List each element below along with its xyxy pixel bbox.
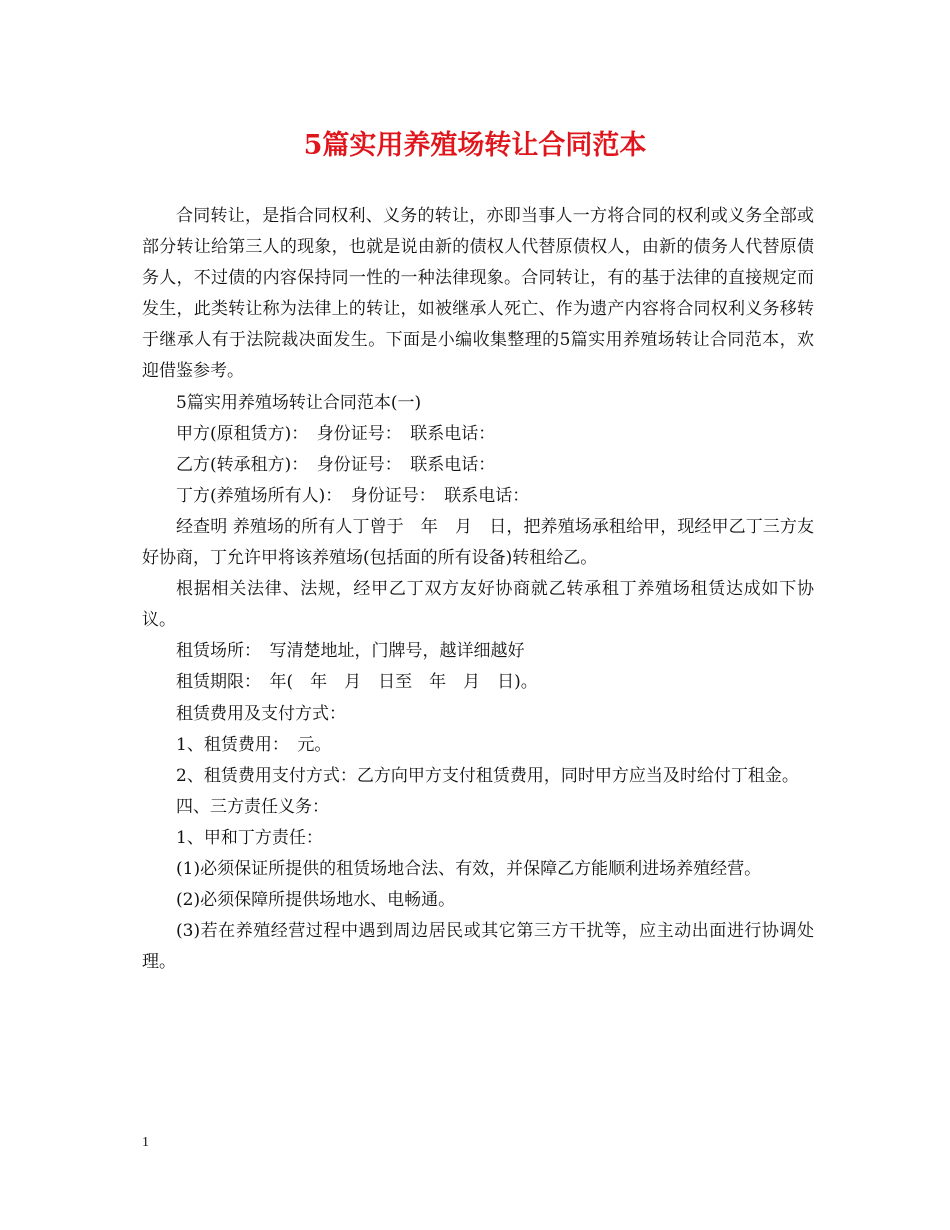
document-title: 5篇实用养殖场转让合同范本 bbox=[303, 130, 647, 161]
obligations-heading: 四、三方责任义务： bbox=[176, 796, 329, 817]
obligation-item-3: (3)若在养殖经营过程中遇到周边居民或其它第三方干扰等，应主动出面进行协调处理。 bbox=[142, 921, 814, 973]
lease-fee-line: 1、租赁费用： 元。 bbox=[176, 734, 332, 755]
page-number: 1 bbox=[142, 1135, 149, 1150]
lease-fee-heading: 租赁费用及支付方式： bbox=[176, 703, 346, 724]
intro-paragraph: 合同转让，是指合同权利、义务的转让，亦即当事人一方将合同的权利或义务全部或部分转让给第三人的现象，也就是说由新的债权人代替原债权人，由新的债务人代替原债务人，不过债的内容保持同一性的一种法律现象。合同转让，有的基于法律的直接规定而发生，此类转让称为法律上的转让，如被继承人死亡、作为遗产内容将合同权利义务移转于继承人有于法院裁决面发生。下面是小编收集整理的5篇实用养殖场转让合同范本，欢迎借鉴参考。 bbox=[142, 206, 814, 382]
section-heading: 5篇实用养殖场转让合同范本(一) bbox=[176, 392, 422, 413]
obligation-item-2: (2)必须保障所提供场地水、电畅通。 bbox=[176, 890, 456, 911]
obligations-subheading: 1、甲和丁方责任： bbox=[176, 827, 323, 848]
agreement-paragraph: 根据相关法律、法规，经甲乙丁双方友好协商就乙转承租丁养殖场租赁达成如下协议。 bbox=[142, 579, 814, 631]
obligation-item-1: (1)必须保证所提供的租赁场地合法、有效，并保障乙方能顺利进场养殖经营。 bbox=[176, 858, 762, 879]
lease-term-line: 租赁期限： 年( 年 月 日至 年 月 日)。 bbox=[176, 672, 538, 693]
lease-location-line: 租赁场所： 写清楚地址，门牌号，越详细越好 bbox=[176, 641, 525, 662]
document-body bbox=[142, 201, 814, 978]
background-paragraph: 经查明 养殖场的所有人丁曾于 年 月 日，把养殖场承租给甲，现经甲乙丁三方友好协商，丁允许甲将该养殖场(包括面的所有设备)转租给乙。 bbox=[142, 516, 814, 569]
party-d-line: 丁方(养殖场所有人)： 身份证号： 联系电话： bbox=[176, 485, 530, 506]
payment-method-paragraph: 2、租赁费用支付方式：乙方向甲方支付租赁费用，同时甲方应当及时给付丁租金。 bbox=[176, 765, 799, 786]
party-b-line: 乙方(转承租方)： 身份证号： 联系电话： bbox=[176, 454, 496, 475]
party-a-line: 甲方(原租赁方)： 身份证号： 联系电话： bbox=[176, 423, 496, 444]
